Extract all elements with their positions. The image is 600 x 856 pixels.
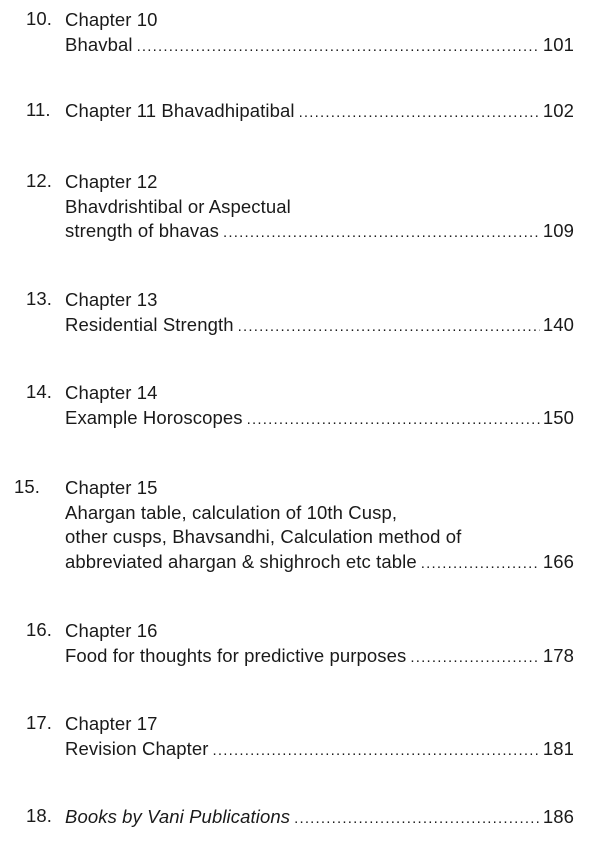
page-number: 150 (542, 406, 574, 428)
entry-leader-line (65, 737, 574, 762)
entry-line: Ahargan table, calculation of 10th Cusp, (65, 501, 398, 523)
entry-line: Chapter 16 (65, 620, 158, 641)
dot-leader (299, 101, 540, 126)
entry-title: Example Horoscopes (65, 406, 243, 428)
entry-line: other cusps, Bhavsandhi, Calculation method of (65, 526, 462, 547)
entry-leader-line (65, 219, 574, 244)
entry-title: Bhavbal (65, 33, 133, 55)
entry-leader-line (65, 313, 574, 338)
entry-title: strength of bhavas (65, 220, 220, 241)
entry-body (65, 712, 574, 761)
entry-number: 14. (26, 381, 53, 402)
entry-line: Chapter 15 (65, 477, 158, 498)
dot-leader (410, 646, 539, 671)
page-number: 181 (542, 737, 574, 759)
entry-number: 18. (26, 805, 53, 826)
entry-body (65, 619, 574, 668)
entry-title: Books by Vani Publications (65, 806, 291, 827)
dot-leader (137, 35, 540, 60)
entry-number: 13. (26, 288, 53, 309)
entry-title: Food for thoughts for predictive purposes (65, 644, 407, 666)
entry-line: Chapter 13 (65, 289, 158, 310)
entry-number: 10. (26, 8, 53, 29)
entry-leader-line (65, 805, 574, 830)
entry-number: 16. (26, 619, 53, 640)
page-number: 178 (542, 644, 574, 666)
dot-leader (223, 221, 540, 246)
entry-title: abbreviated ahargan & shighroch etc table (65, 550, 417, 572)
entry-leader-line (65, 644, 574, 669)
page-number: 102 (542, 100, 574, 121)
page-number: 101 (542, 33, 574, 55)
entry-body (65, 99, 574, 124)
entry-line: Chapter 12 (65, 171, 158, 192)
entry-title: Chapter 11 Bhavadhipatibal (65, 100, 295, 121)
page-number: 140 (542, 313, 574, 335)
entry-line: Chapter 17 (65, 713, 158, 734)
page-number: 109 (542, 220, 574, 241)
entry-body (65, 288, 574, 337)
entry-number: 17. (26, 712, 53, 733)
entry-line: Bhavdrishtibal or Aspectual (65, 195, 291, 217)
entry-leader-line (65, 33, 574, 58)
entry-line: Chapter 10 (65, 9, 158, 30)
entry-leader-line (65, 550, 574, 575)
entry-body (65, 8, 574, 57)
entry-title: Revision Chapter (65, 737, 209, 759)
dot-leader (294, 807, 540, 832)
entry-number: 12. (26, 170, 53, 191)
dot-leader (238, 315, 540, 340)
entry-line: Chapter 14 (65, 382, 158, 403)
entry-body (65, 476, 574, 574)
dot-leader (247, 408, 540, 433)
entry-leader-line (65, 99, 574, 124)
entry-number: 15. (14, 476, 41, 497)
entry-title: Residential Strength (65, 313, 234, 335)
dot-leader (421, 552, 540, 577)
page-number: 166 (542, 550, 574, 572)
entry-body (65, 805, 574, 830)
entry-number: 11. (26, 99, 51, 120)
entry-body (65, 381, 574, 430)
entry-body (65, 170, 574, 244)
page-number: 186 (542, 806, 574, 827)
dot-leader (213, 739, 540, 764)
entry-leader-line (65, 406, 574, 431)
